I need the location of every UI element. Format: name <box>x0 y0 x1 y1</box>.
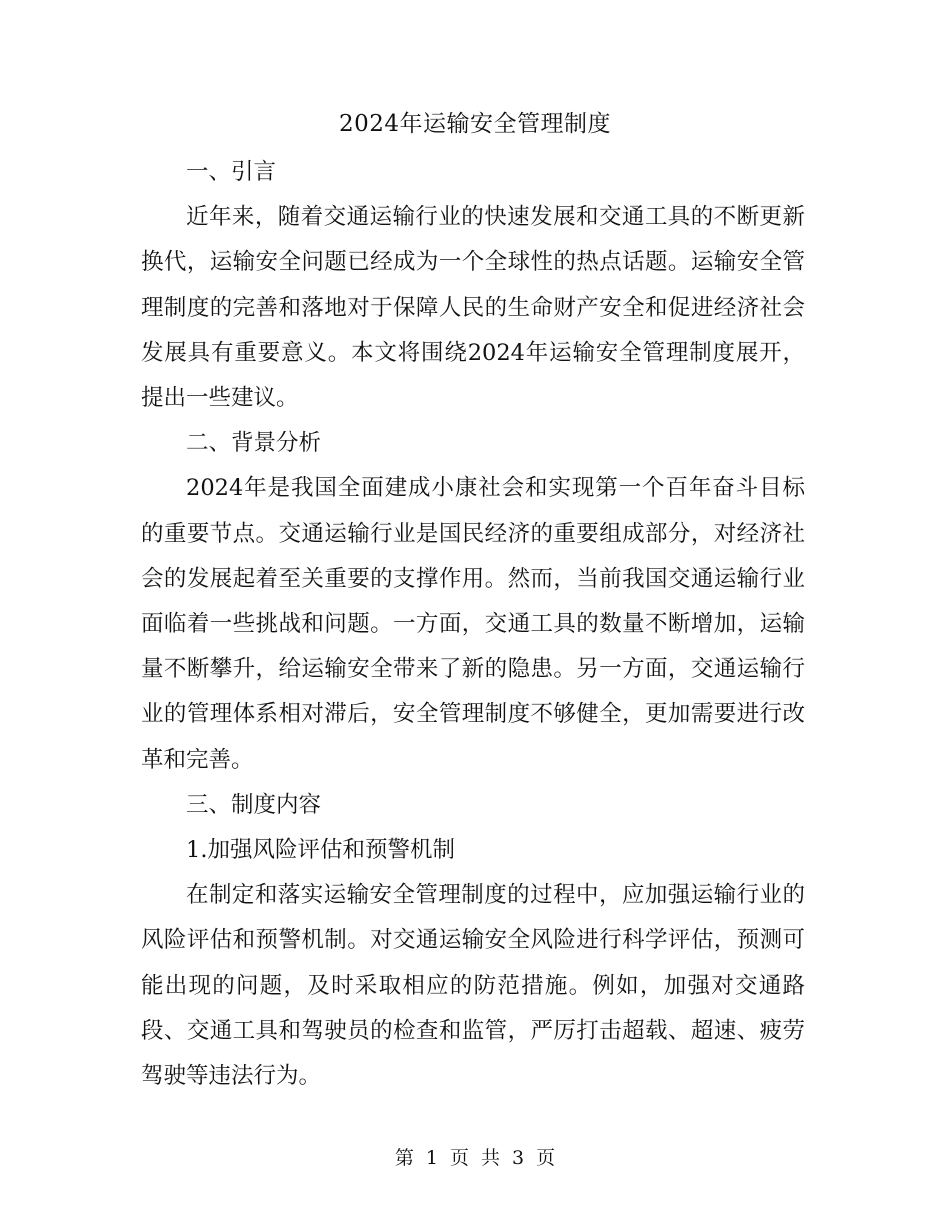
document-body <box>141 150 805 1099</box>
section-heading-introduction: 一、引言 <box>186 159 277 185</box>
document-title: 2024年运输安全管理制度 <box>338 111 612 137</box>
paragraph-risk-assessment: 在制定和落实运输安全管理制度的过程中，应加强运输行业的风险评估和预警机制。对交通运输安全风险进行科学评估，预测可能出现的问题，及时采取相应的防范措施。例如，加强对交通路段、交通工具和驾驶员的检查和监管，严厉打击超载、超速、疲劳驾驶等违法行为。 <box>141 882 805 1090</box>
paragraph-background: 2024年是我国全面建成小康社会和实现第一个百年奋斗目标的重要节点。交通运输行业是国民经济的重要组成部分，对经济社会的发展起着至关重要的支撑作用。然而，当前我国交通运输行业面临着一些挑战和问题。一方面，交通工具的数量不断增加，运输量不断攀升，给运输安全带来了新的隐患。另一方面，交通运输行业的管理体系相对滞后，安全管理制度不够健全，更加需要进行改革和完善。 <box>141 475 805 773</box>
subheading-risk-assessment: 1.加强风险评估和预警机制 <box>186 837 455 864</box>
paragraph-introduction: 近年来，随着交通运输行业的快速发展和交通工具的不断更新换代，运输安全问题已经成为一个全球性的热点话题。运输安全管理制度的完善和落地对于保障人民的生命财产安全和促进经济社会发展具有重要意义。本文将围绕2024年运输安全管理制度展开，提出一些建议。 <box>141 204 805 412</box>
section-heading-content: 三、制度内容 <box>186 791 322 818</box>
page-number-footer: 第 1 页 共 3 页 <box>394 1147 556 1169</box>
section-heading-background: 二、背景分析 <box>186 430 322 457</box>
